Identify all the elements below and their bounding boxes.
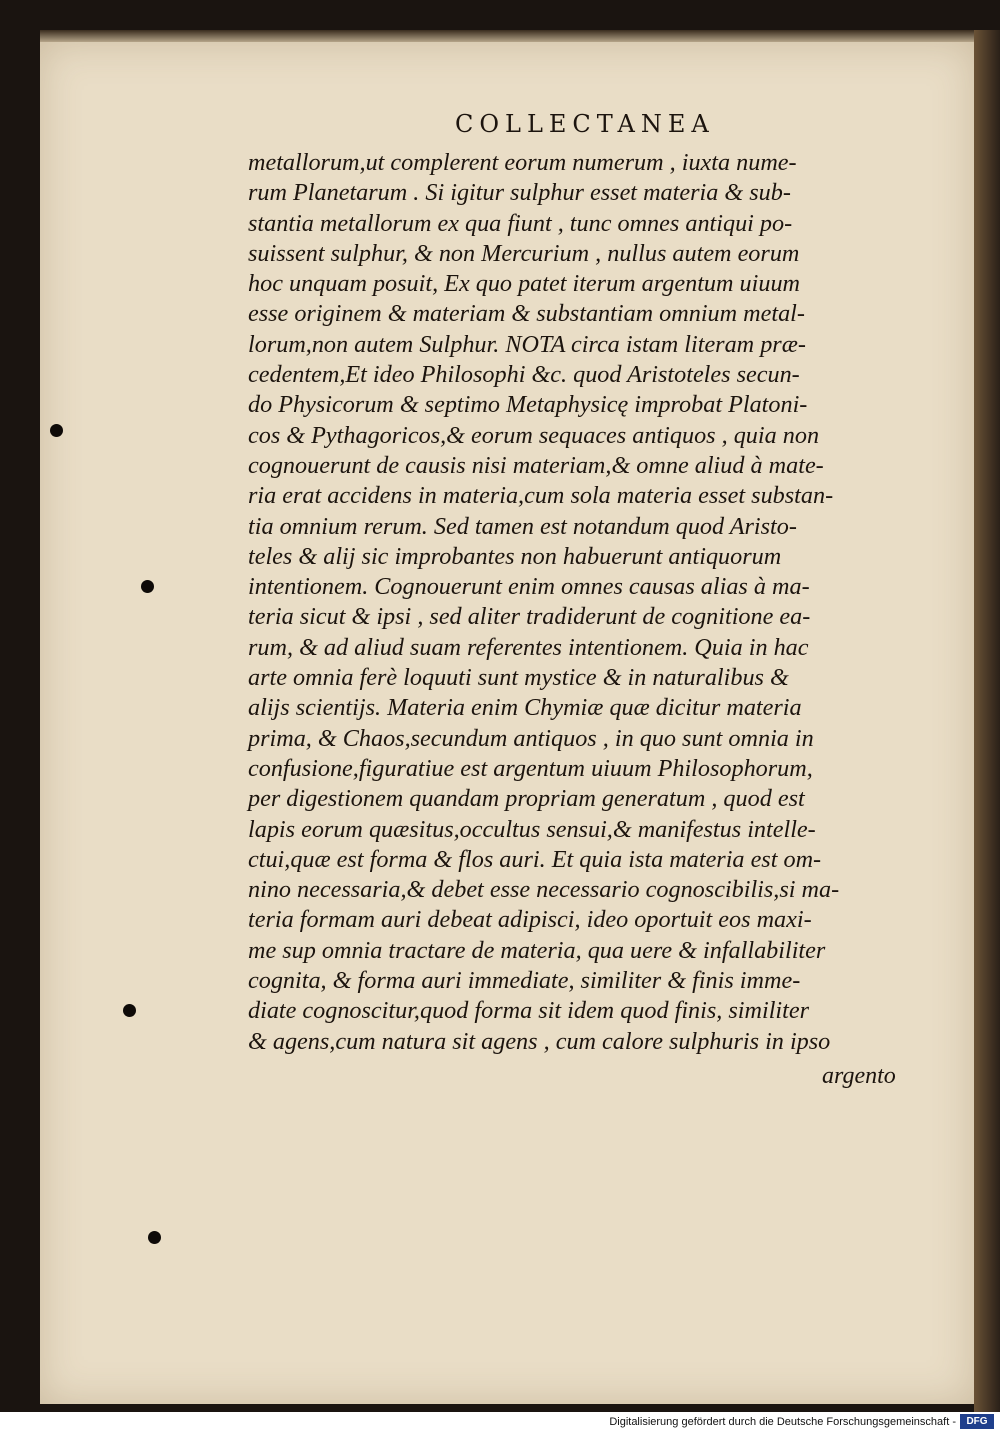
text-line: confusione,figuratiue est argentum uiuum Philosophorum,: [248, 754, 813, 782]
catchword: argento: [822, 1063, 896, 1089]
text-line: nino necessaria,& debet esse necessario cognoscibilis,si ma-: [248, 876, 840, 904]
binding-hole-3: [123, 1004, 136, 1017]
text-line: tia omnium rerum. Sed tamen est notandum quod Aristo-: [248, 512, 797, 540]
text-line: esse originem & materiam & substantiam omnium metal-: [248, 300, 805, 328]
dfg-logo: DFG: [960, 1414, 994, 1429]
text-line: intentionem. Cognouerunt enim omnes causas alias à ma-: [248, 573, 810, 601]
text-line: suissent sulphur, & non Mercurium , nullus autem eorum: [248, 239, 800, 267]
text-line: me sup omnia tractare de materia, qua uere & infallabiliter: [248, 936, 826, 964]
text-line: ctui,quæ est forma & flos auri. Et quia ista materia est om-: [248, 845, 822, 873]
text-line: diate cognoscitur,quod forma sit idem quod finis, similiter: [248, 997, 810, 1025]
text-line: arte omnia ferè loquuti sunt mystice & in naturalibus &: [248, 664, 789, 692]
page-edge-right: [974, 30, 1000, 1412]
text-line: rum Planetarum . Si igitur sulphur esset materia & sub-: [248, 179, 791, 207]
binding-hole-1: [50, 424, 63, 437]
text-line: rum, & ad aliud suam referentes intentionem. Quia in hac: [248, 633, 809, 661]
text-line: per digestionem quandam propriam generatum , quod est: [248, 785, 805, 813]
text-line: ria erat accidens in materia,cum sola materia esset substan-: [248, 482, 834, 510]
text-line: teria sicut & ipsi , sed aliter tradiderunt de cognitione ea-: [248, 603, 811, 631]
text-line: & agens,cum natura sit agens , cum calore sulphuris in ipso: [248, 1027, 831, 1055]
text-line: cos & Pythagoricos,& eorum sequaces antiquos , quia non: [248, 421, 820, 449]
text-line: alijs scientijs. Materia enim Chymiæ quæ dicitur materia: [248, 694, 802, 722]
text-line: lorum,non autem Sulphur. NOTA circa istam literam præ-: [248, 330, 806, 358]
text-line: teles & alij sic improbantes non habuerunt antiquorum: [248, 542, 782, 570]
text-line: cognita, & forma auri immediate, similiter & finis imme-: [248, 967, 801, 995]
footer-credit: Digitalisierung gefördert durch die Deutsche Forschungsgemeinschaft -: [609, 1416, 956, 1428]
text-line: lapis eorum quæsitus,occultus sensui,& manifestus intelle-: [248, 815, 816, 843]
text-line: prima, & Chaos,secundum antiquos , in quo sunt omnia in: [248, 724, 814, 752]
page-body-text: [248, 148, 938, 1057]
text-line: teria formam auri debeat adipisci, ideo oportuit eos maxi-: [248, 906, 812, 934]
text-line: stantia metallorum ex qua fiunt , tunc omnes antiqui po-: [248, 209, 793, 237]
text-line: hoc unquam posuit, Ex quo patet iterum argentum uiuum: [248, 270, 801, 298]
text-line: do Physicorum & septimo Metaphysicę improbat Platoni-: [248, 391, 808, 419]
binding-hole-2: [141, 580, 154, 593]
running-head: COLLECTANEA: [455, 110, 715, 138]
text-line: cedentem,Et ideo Philosophi &c. quod Aristoteles secun-: [248, 361, 800, 389]
binding-hole-4: [148, 1231, 161, 1244]
text-line: cognouerunt de causis nisi materiam,& omne aliud à mate-: [248, 451, 824, 479]
text-line: metallorum,ut complerent eorum numerum , iuxta nume-: [248, 149, 797, 176]
